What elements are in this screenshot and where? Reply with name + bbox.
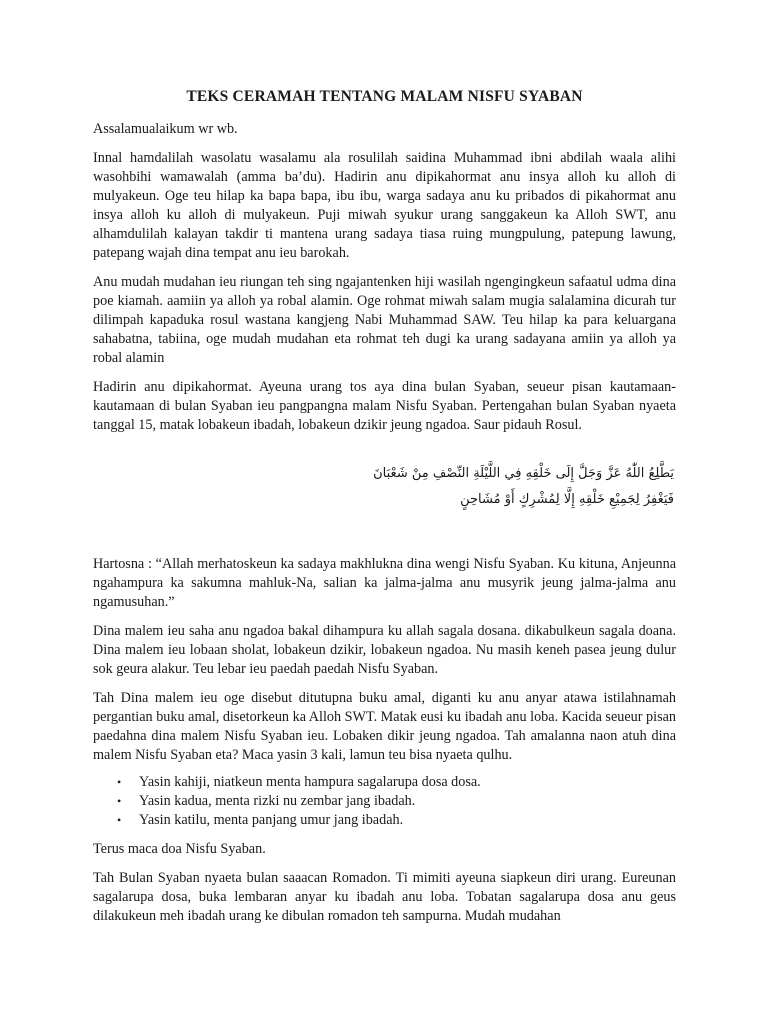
paragraph-romadon-prep: Tah Bulan Syaban nyaeta bulan saaacan Romadon. Ti mimiti ayeuna siapkeun diri urang. Eureunan sagalarupa dosa, buka lembaran anyar ku ibadah anu loba. Tobatan sagalarupa dosa anu geus dilakukeun meh ibadah urang ke dibulan romadon teh sampurna. Mudah mudahan [93,870,676,924]
list-item: • Yasin katilu, menta panjang umur jang ibadah. [117,812,404,828]
paragraph-forgiveness: Dina malem ieu saha anu ngadoa bakal dihampura ku allah sagala dosana. dikabulkeun sagala doana. Dina malem ieu lobaan sholat, lobakeun dzikir, lobakeun ngadoa. Nu masih keneh pasea jeung dulur sok geura alakur. Teu lebar ieu paedah paedah Nisfu Syaban. [93,623,676,677]
paragraph-opening: Innal hamdalilah wasolatu wasalamu ala rosulilah saidina Muhammad ibni abdilah waala alihi wasohbihi wamawalah (amma ba’du). Hadirin anu dipikahormat anu insya alloh ku alloh di mulyakeun. Oge teu hilap ka bapa bapa, ibu ibu, warga sadaya anu ku pribados di pikahormat anu insya alloh ku alloh di mulyakeun. Puji miwah syukur urang sanggakeun ka Alloh SWT, anu alhamdulilah kalayan takdir ti mantena urang sadaya tiasa ruing mungpulung, patepung lawung, patepang wajah dina tempat anu ieu barokah. [93,150,676,261]
bullet-icon: • [117,794,122,808]
list-item: • Yasin kadua, menta rizki nu zembar jang ibadah. [117,793,416,809]
paragraph-book-of-deeds: Tah Dina malem ieu oge disebut ditutupna buku amal, diganti ku anu anyar atawa istilahnamah pergantian buku amal, disetorkeun ka Alloh SWT. Matak eusi ku ibadah anu loba. Kacida seueur pisan paedahna dina malem Nisfu Syaban ieu. Lobaken dikir jeung ngadoa. Tah amalanna naon atuh dina malem Nisfu Syaban eta? Maca yasin 3 kali, lamun teu bisa nyaeta qulhu. [93,690,676,763]
greeting: Assalamualaikum wr wb. [93,121,238,137]
arabic-hadith [93,461,676,513]
paragraph-safaat: Anu mudah mudahan ieu riungan teh sing ngajantenken hiji wasilah ngengingkeun safaatul udma dina poe kiamah. aamiin ya alloh ya robal alamin. Oge rohmat miwah salam mugia salalamina dicurah tur dilimpah kapaduka rosul wastana kangjeng Nabi Muhammad SAW. Teu hilap ka para keluargana sahabatna, tabiina, oge mudah mudahan eta rohmat teh dugi ka urang sadayana amiin ya alloh ya robal alamin [93,274,676,366]
paragraph-translation: Hartosna : “Allah merhatoskeun ka sadaya makhlukna dina wengi Nisfu Syaban. Ku kituna, Anjeunna ngahampura ka sakumna mahluk-Na, salian ka jalma-jalma anu musyrik jeung jalma-jalma anu ngamusuhan.” [93,556,676,610]
arabic-line: فَيَغْفِرُ لِجَمِيْعِ خَلْقِهِ إِلَّا لِمُشْرِكٍ أَوْ مُشَاحِنٍ [460,492,674,507]
arabic-line: يَطَّلِعُ اللّٰهُ عَزَّ وَجَلَّ إِلَى خَلْقِهِ فِي اللَّيْلَةِ النِّصْفِ مِنْ شَعْبَانَ [373,466,674,481]
list-item: • Yasin kahiji, niatkeun menta hampura sagalarupa dosa dosa. [117,774,481,790]
document-title: TEKS CERAMAH TENTANG MALAM NISFU SYABAN [186,88,583,105]
yasin-list [93,773,676,830]
paragraph-syaban-intro: Hadirin anu dipikahormat. Ayeuna urang tos aya dina bulan Syaban, seueur pisan kautamaan-kautamaan di bulan Syaban ieu pangpangna malam Nisfu Syaban. Pertengahan bulan Syaban nyaeta tanggal 15, matak lobakeun ibadah, lobakeun dzikir jeung ngadoa. Saur pidauh Rosul. [93,379,676,433]
paragraph-doa: Terus maca doa Nisfu Syaban. [93,841,266,857]
bullet-icon: • [117,775,122,789]
bullet-icon: • [117,813,122,827]
